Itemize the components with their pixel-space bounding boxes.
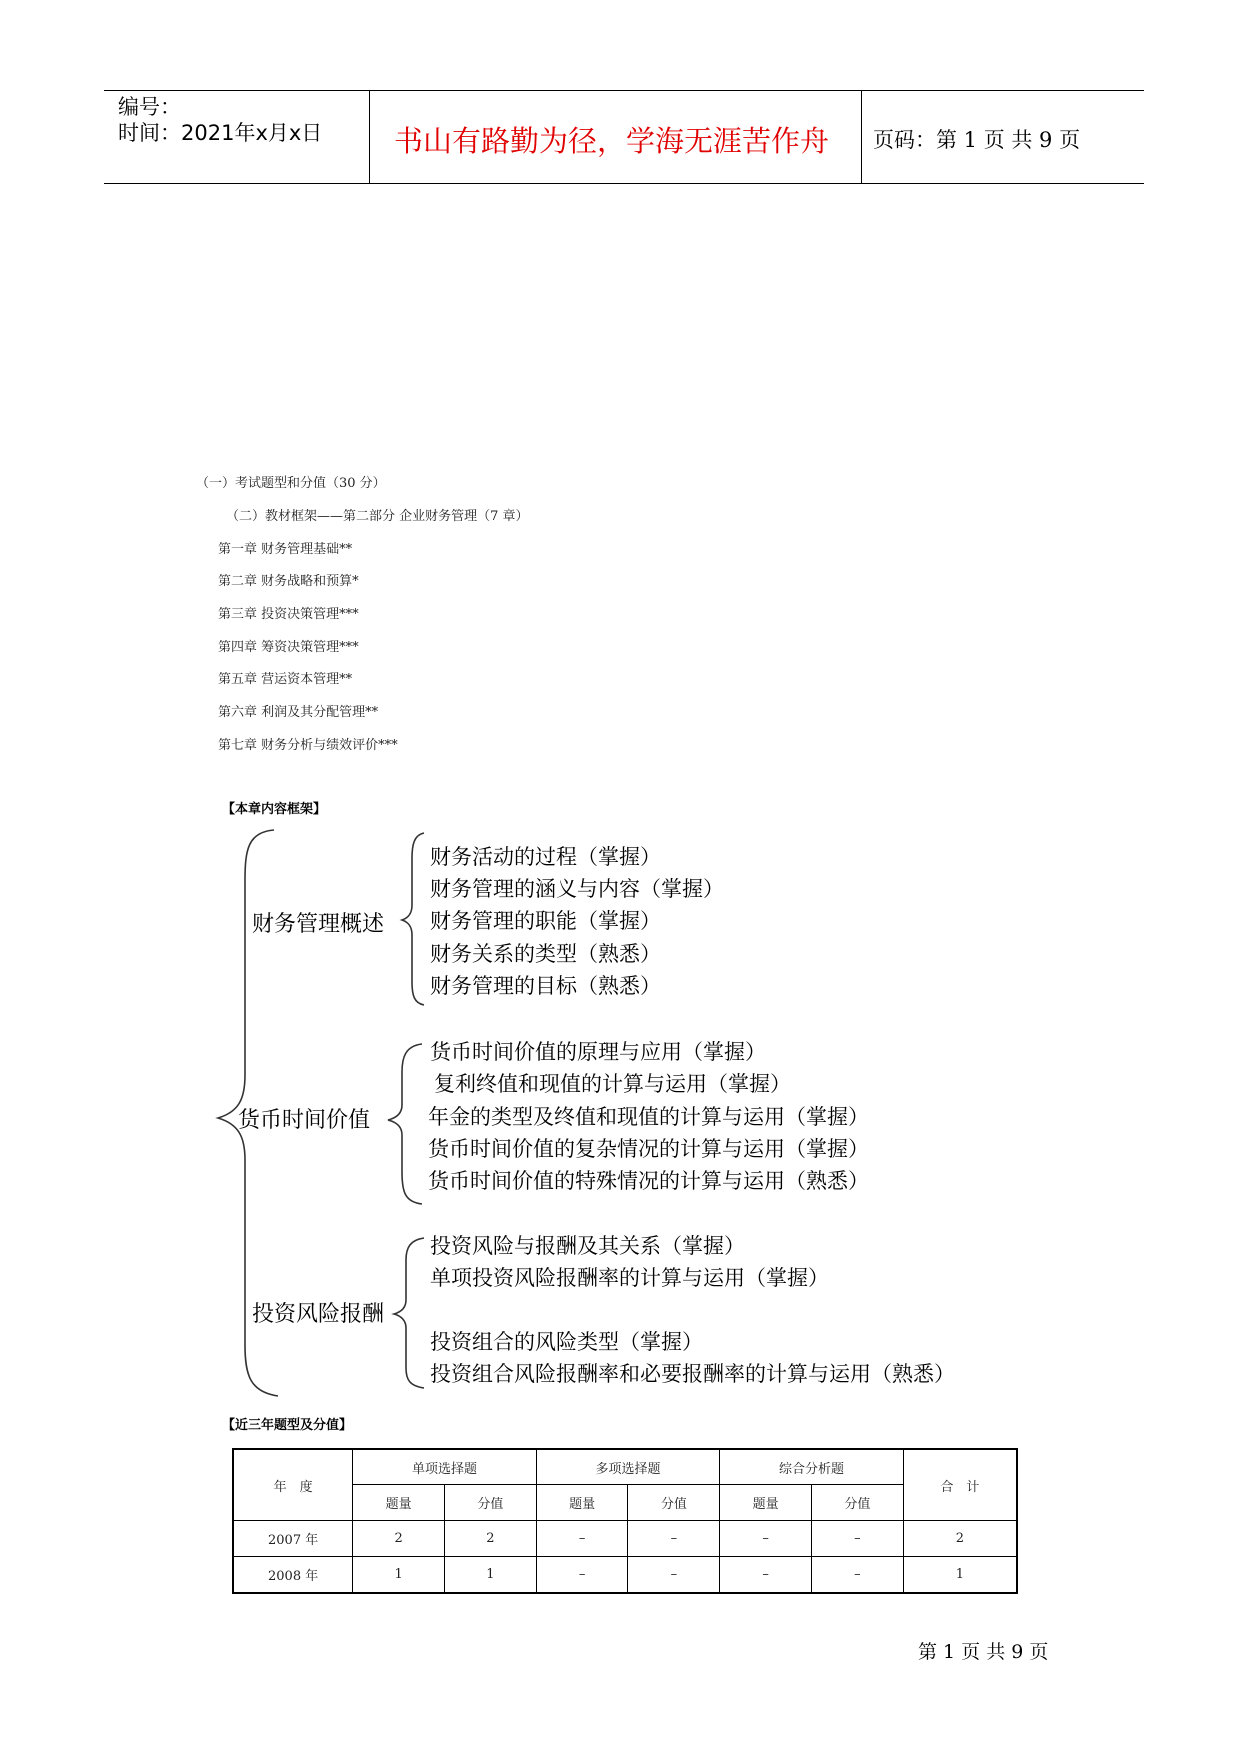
framework-item: 货币时间价值的特殊情况的计算与运用（熟悉） — [428, 1169, 869, 1193]
brace-group-1 — [402, 833, 424, 1005]
table-header-row — [233, 1449, 1017, 1485]
table-cell: – — [536, 1521, 628, 1557]
table-cell: 2 — [353, 1521, 445, 1557]
chapter-line: 第三章 投资决策管理*** — [218, 607, 359, 622]
footer-page-number: 第 1 页 共 9 页 — [918, 1641, 1049, 1663]
table-cell: – — [720, 1557, 812, 1594]
header-page-code: 页码：第 1 页 共 9 页 — [873, 128, 1081, 152]
chapter-line: 第四章 筹资决策管理*** — [218, 640, 359, 655]
header-motto: 书山有路勤为径，学海无涯苦作舟 — [394, 124, 830, 158]
framework-group-title: 投资风险报酬 — [252, 1302, 385, 1327]
chapter-line: 第二章 财务战略和预算* — [218, 574, 359, 589]
table-cell: – — [811, 1557, 903, 1594]
sub-header-score: 分值 — [444, 1485, 536, 1521]
framework-item: 投资组合风险报酬率和必要报酬率的计算与运用（熟悉） — [430, 1362, 955, 1386]
sub-header-count: 题量 — [720, 1485, 812, 1521]
brace-group-2 — [388, 1044, 422, 1204]
chapter-line: 第一章 财务管理基础** — [218, 542, 353, 557]
chapter-line: 第七章 财务分析与绩效评价*** — [218, 738, 398, 753]
row-total: 1 — [903, 1557, 1017, 1594]
table-cell: – — [811, 1521, 903, 1557]
framework-item: 财务管理的涵义与内容（掌握） — [430, 877, 724, 901]
row-total: 2 — [903, 1521, 1017, 1557]
table-cell: – — [628, 1521, 720, 1557]
table-row — [233, 1521, 1017, 1557]
year-header: 年 度 — [233, 1449, 353, 1521]
table-row — [233, 1557, 1017, 1594]
table-cell: 2 — [444, 1521, 536, 1557]
framework-item: 财务管理的目标（熟悉） — [430, 974, 661, 998]
framework-group-title: 财务管理概述 — [252, 912, 385, 937]
row-year: 2007 年 — [233, 1521, 353, 1557]
framework-item: 货币时间价值的复杂情况的计算与运用（掌握） — [428, 1137, 869, 1161]
framework-item: 单项投资风险报酬率的计算与运用（掌握） — [430, 1266, 829, 1290]
table-cell: 1 — [444, 1557, 536, 1594]
sub-header-count: 题量 — [353, 1485, 445, 1521]
doc-time-label: 时间：2021年x月x日 — [118, 121, 323, 145]
outline-line: （一）考试题型和分值（30 分） — [196, 476, 386, 491]
group-header-multi-choice: 多项选择题 — [536, 1449, 720, 1485]
sub-header-count: 题量 — [536, 1485, 628, 1521]
score-table-title: 【近三年题型及分值】 — [222, 1418, 353, 1433]
framework-item: 财务关系的类型（熟悉） — [430, 942, 661, 966]
sub-header-score: 分值 — [628, 1485, 720, 1521]
framework-item: 年金的类型及终值和现值的计算与运用（掌握） — [428, 1105, 869, 1129]
outline-line: （二）教材框架——第二部分 企业财务管理（7 章） — [226, 509, 529, 524]
framework-item: 财务管理的职能（掌握） — [430, 909, 661, 933]
doc-number-label: 编号： — [118, 95, 181, 119]
brace-group-3 — [394, 1238, 424, 1388]
group-header-single-choice: 单项选择题 — [353, 1449, 537, 1485]
group-header-analysis: 综合分析题 — [720, 1449, 904, 1485]
framework-item: 货币时间价值的原理与应用（掌握） — [430, 1040, 766, 1064]
framework-group-title: 货币时间价值 — [238, 1108, 371, 1133]
table-cell: – — [536, 1557, 628, 1594]
framework-item: 投资风险与报酬及其关系（掌握） — [430, 1234, 745, 1258]
framework-item: 财务活动的过程（掌握） — [430, 845, 661, 869]
sub-header-score: 分值 — [811, 1485, 903, 1521]
framework-title: 【本章内容框架】 — [222, 802, 327, 817]
total-header: 合 计 — [903, 1449, 1017, 1521]
score-table — [232, 1448, 1018, 1594]
framework-item: 复利终值和现值的计算与运用（掌握） — [434, 1072, 791, 1096]
chapter-line: 第五章 营运资本管理** — [218, 672, 353, 687]
framework-item: 投资组合的风险类型（掌握） — [430, 1330, 703, 1354]
row-year: 2008 年 — [233, 1557, 353, 1594]
chapter-line: 第六章 利润及其分配管理** — [218, 705, 379, 720]
table-cell: – — [720, 1521, 812, 1557]
table-cell: – — [628, 1557, 720, 1594]
table-cell: 1 — [353, 1557, 445, 1594]
